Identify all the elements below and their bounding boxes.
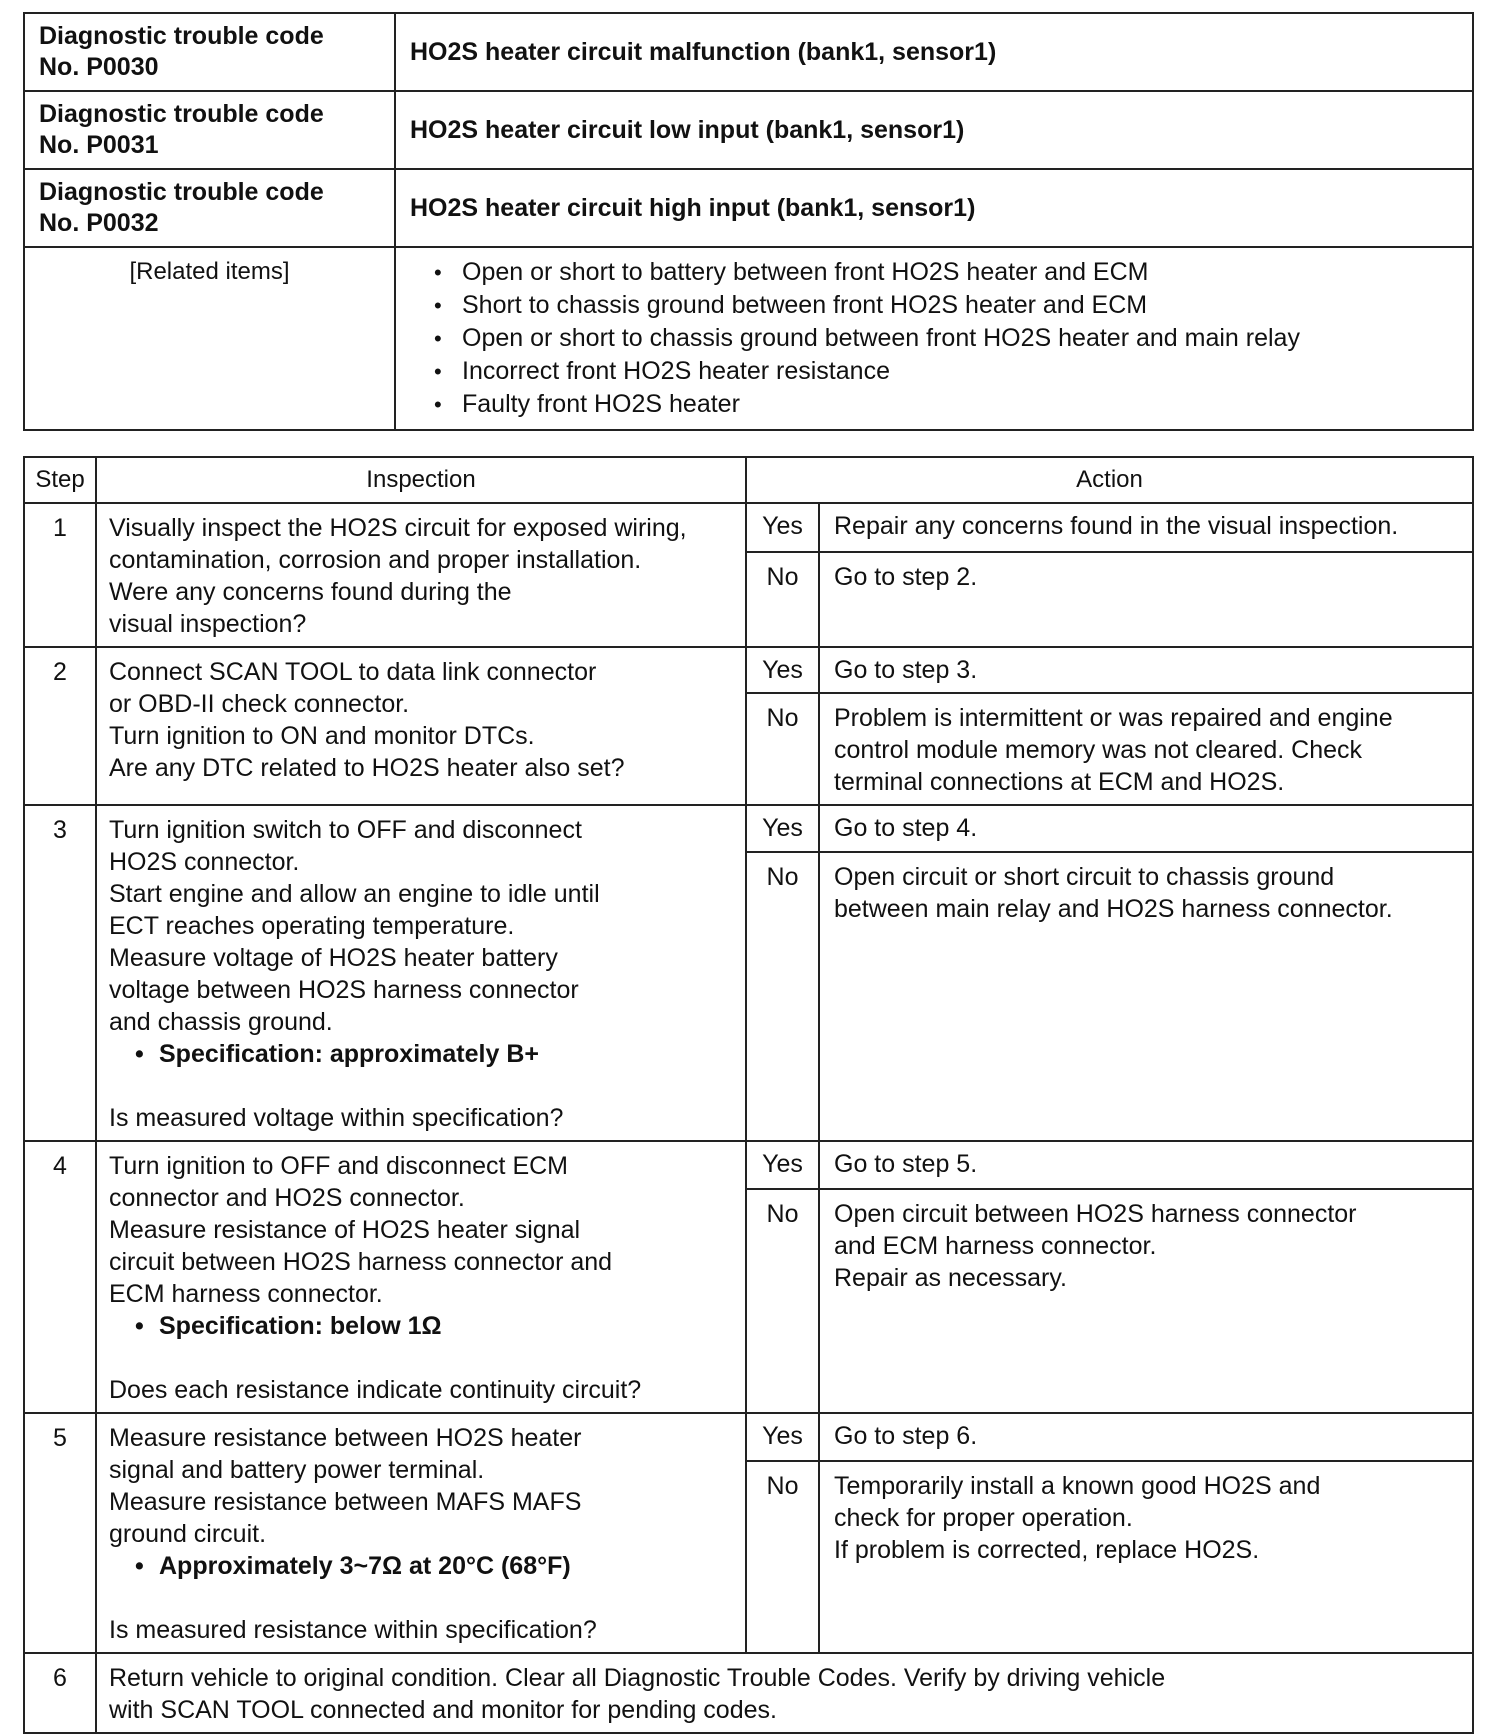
step-inspection <box>96 1141 746 1413</box>
inspection-line: or OBD-II check connector. <box>109 690 410 718</box>
step-3-yes-row <box>24 805 1473 852</box>
inspection-question: Is measured voltage within specification? <box>109 1104 564 1132</box>
action-line: Repair any concerns found in the visual inspection. <box>834 512 1399 540</box>
step-number: 6 <box>24 1653 96 1733</box>
action-line: Go to step 5. <box>834 1150 978 1178</box>
related-item: • Open or short to chassis ground between front HO2S heater and main relay <box>434 322 1472 355</box>
related-item: • Faulty front HO2S heater <box>434 388 1472 421</box>
yes-action <box>819 805 1473 852</box>
inspection-line: and chassis ground. <box>109 1008 333 1036</box>
inspection-line: Connect SCAN TOOL to data link connector <box>109 658 597 686</box>
action-line: Open circuit between HO2S harness connector <box>834 1199 1357 1228</box>
no-label: No <box>746 1189 819 1413</box>
inspection-line: HO2S connector. <box>109 848 300 876</box>
step-inspection <box>96 1653 1473 1733</box>
action-line: Go to step 3. <box>834 656 978 684</box>
action-line: and ECM harness connector. <box>834 1231 1157 1260</box>
dtc-description: HO2S heater circuit malfunction (bank1, sensor1) <box>395 13 1473 91</box>
inspection-line: Visually inspect the HO2S circuit for exposed wiring, <box>109 514 687 542</box>
dtc-description: HO2S heater circuit high input (bank1, sensor1) <box>395 169 1473 247</box>
inspection-line: Measure resistance of HO2S heater signal <box>109 1216 581 1244</box>
dtc-label-line2: No. P0032 <box>39 209 159 237</box>
step-number: 4 <box>24 1141 96 1413</box>
spacer <box>109 1070 735 1102</box>
step-inspection <box>96 805 746 1141</box>
inspection-line: circuit between HO2S harness connector and <box>109 1248 613 1276</box>
spacer <box>109 1342 735 1374</box>
no-action <box>819 1189 1473 1413</box>
inspection-line: contamination, corrosion and proper installation. <box>109 546 642 574</box>
inspection-line: signal and battery power terminal. <box>109 1456 485 1484</box>
action-line: Go to step 4. <box>834 814 978 842</box>
step-5-yes-row <box>24 1413 1473 1461</box>
dtc-row-p0031 <box>24 91 1473 169</box>
action-line: Go to step 2. <box>834 562 978 591</box>
inspection-line: Start engine and allow an engine to idle until <box>109 880 600 908</box>
inspection-line: Return vehicle to original condition. Clear all Diagnostic Trouble Codes. Verify by driving vehicle <box>109 1664 1166 1692</box>
spacer <box>109 1582 735 1614</box>
header-inspection: Inspection <box>96 457 746 503</box>
inspection-line: Measure resistance between HO2S heater <box>109 1424 582 1452</box>
inspection-line: visual inspection? <box>109 610 307 638</box>
action-line: Temporarily install a known good HO2S and <box>834 1472 1321 1500</box>
dtc-label-line1: Diagnostic trouble code <box>39 100 324 128</box>
no-label: No <box>746 1461 819 1653</box>
inspection-line: voltage between HO2S harness connector <box>109 976 579 1004</box>
related-items-label: [Related items] <box>24 247 395 430</box>
action-line: Problem is intermittent or was repaired and engine <box>834 704 1393 732</box>
action-line: check for proper operation. <box>834 1504 1133 1532</box>
no-label: No <box>746 693 819 805</box>
diagnostic-steps-table <box>23 456 1474 1734</box>
step-inspection <box>96 503 746 647</box>
yes-action <box>819 647 1473 693</box>
no-action <box>819 552 1473 647</box>
inspection-line: ground circuit. <box>109 1520 267 1548</box>
dtc-label <box>24 13 395 91</box>
no-action <box>819 693 1473 805</box>
action-line: terminal connections at ECM and HO2S. <box>834 768 1285 796</box>
no-action <box>819 1461 1473 1653</box>
no-label: No <box>746 852 819 1141</box>
inspection-line: ECM harness connector. <box>109 1280 383 1308</box>
dtc-label <box>24 169 395 247</box>
step-number: 1 <box>24 503 96 647</box>
header-action: Action <box>746 457 1473 503</box>
related-item: • Incorrect front HO2S heater resistance <box>434 355 1472 388</box>
action-line: If problem is corrected, replace HO2S. <box>834 1536 1260 1564</box>
inspection-line: Turn ignition switch to OFF and disconnect <box>109 816 582 844</box>
inspection-line: Measure resistance between MAFS MAFS <box>109 1488 582 1516</box>
inspection-line: Were any concerns found during the <box>109 578 512 606</box>
dtc-table <box>23 12 1474 431</box>
inspection-line: Are any DTC related to HO2S heater also set? <box>109 754 625 782</box>
action-line: Go to step 6. <box>834 1422 978 1450</box>
step-number: 5 <box>24 1413 96 1653</box>
yes-label: Yes <box>746 647 819 693</box>
action-line: between main relay and HO2S harness connector. <box>834 895 1393 924</box>
step-6-row <box>24 1653 1473 1733</box>
yes-label: Yes <box>746 503 819 552</box>
dtc-description: HO2S heater circuit low input (bank1, sensor1) <box>395 91 1473 169</box>
action-line: Open circuit or short circuit to chassis ground <box>834 863 1335 892</box>
inspection-line: Turn ignition to OFF and disconnect ECM <box>109 1152 568 1180</box>
specification-bullet: • Specification: below 1Ω <box>109 1310 735 1342</box>
yes-action <box>819 1413 1473 1461</box>
yes-label: Yes <box>746 805 819 852</box>
dtc-label-line1: Diagnostic trouble code <box>39 22 324 50</box>
dtc-row-p0032 <box>24 169 1473 247</box>
yes-label: Yes <box>746 1141 819 1189</box>
step-2-yes-row <box>24 647 1473 693</box>
step-1-yes-row <box>24 503 1473 552</box>
inspection-line: Turn ignition to ON and monitor DTCs. <box>109 722 535 750</box>
inspection-line: Measure voltage of HO2S heater battery <box>109 944 558 972</box>
related-item: • Open or short to battery between front HO2S heater and ECM <box>434 256 1472 289</box>
step-inspection <box>96 647 746 805</box>
specification-bullet: • Approximately 3~7Ω at 20°C (68°F) <box>109 1550 735 1582</box>
yes-label: Yes <box>746 1413 819 1461</box>
action-line: Repair as necessary. <box>834 1263 1067 1292</box>
step-4-yes-row <box>24 1141 1473 1189</box>
yes-action <box>819 503 1473 552</box>
no-action <box>819 852 1473 1141</box>
inspection-line: ECT reaches operating temperature. <box>109 912 515 940</box>
step-inspection <box>96 1413 746 1653</box>
inspection-line: with SCAN TOOL connected and monitor for pending codes. <box>109 1696 777 1724</box>
dtc-label-line1: Diagnostic trouble code <box>39 178 324 206</box>
related-items-row <box>24 247 1473 430</box>
specification-bullet: • Specification: approximately B+ <box>109 1038 735 1070</box>
dtc-row-p0030 <box>24 13 1473 91</box>
related-item: • Short to chassis ground between front HO2S heater and ECM <box>434 289 1472 322</box>
step-number: 3 <box>24 805 96 1141</box>
yes-action <box>819 1141 1473 1189</box>
step-number: 2 <box>24 647 96 805</box>
dtc-label-line2: No. P0030 <box>39 53 159 81</box>
dtc-label <box>24 91 395 169</box>
action-line: control module memory was not cleared. Check <box>834 736 1363 764</box>
inspection-question: Does each resistance indicate continuity circuit? <box>109 1376 642 1404</box>
no-label: No <box>746 552 819 647</box>
header-step: Step <box>24 457 96 503</box>
steps-header-row <box>24 457 1473 503</box>
inspection-question: Is measured resistance within specification? <box>109 1616 597 1644</box>
dtc-label-line2: No. P0031 <box>39 131 159 159</box>
related-items-cell <box>395 247 1473 430</box>
related-items-list <box>396 248 1472 429</box>
inspection-line: connector and HO2S connector. <box>109 1184 465 1212</box>
